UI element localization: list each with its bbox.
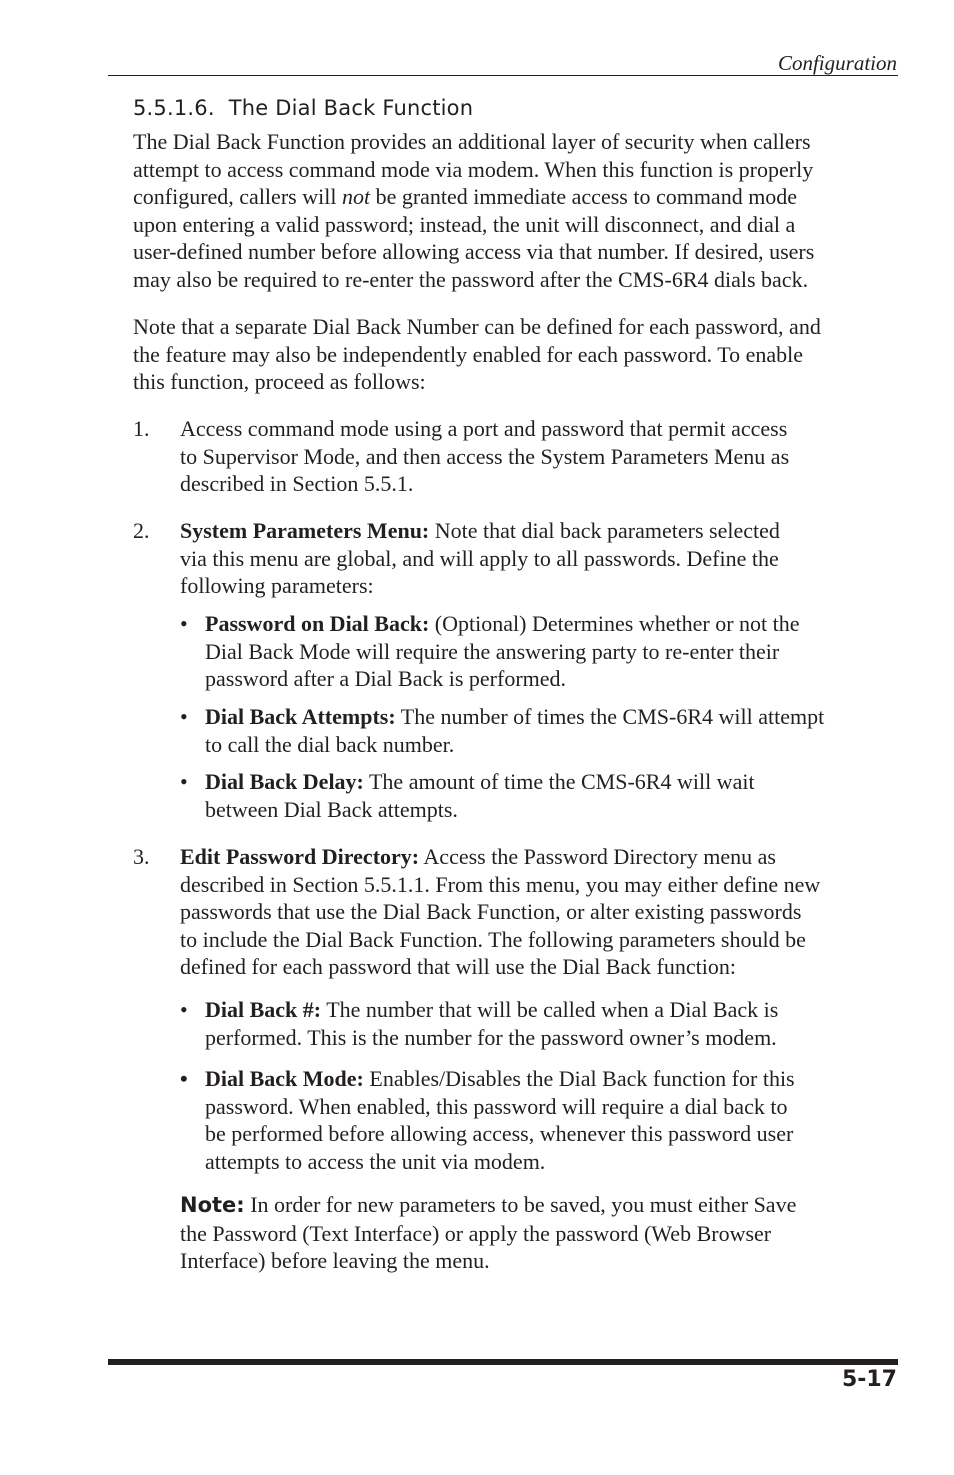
bullet-label: Password on Dial Back:	[205, 611, 430, 636]
intro-p1-emphasis: not	[341, 184, 371, 210]
bullet-label: Dial Back Mode:	[205, 1066, 364, 1091]
section-title: The Dial Back Function	[228, 96, 474, 120]
bullet-description: Enables/Disables the Dial Back function for this password. When enabled, this password will require a dial back to be performed before allowing access, whenever this password user attempts to access the unit via modem.	[205, 1066, 795, 1174]
bullet-label: Dial Back Delay:	[205, 769, 364, 794]
intro-p1-end: be granted immediate access to command mode upon entering a valid password; instead, the unit will disconnect, and dial a user-defined number before allowing access via that number. If desired, users may also be required to re-enter the password after the CMS-6R4 dials back.	[133, 184, 815, 292]
section-heading	[133, 94, 473, 122]
step-number: 2.	[133, 518, 150, 543]
bullet-text	[205, 703, 905, 758]
step-number: 3.	[133, 844, 150, 869]
step-label: System Parameters Menu:	[180, 518, 430, 543]
note-label: Note:	[180, 1193, 245, 1217]
note-block	[180, 1191, 900, 1275]
bullet-text	[205, 996, 905, 1051]
section-number: 5.5.1.6.	[133, 96, 215, 120]
bullet-text	[205, 610, 905, 693]
bullet-dot: •	[180, 997, 188, 1022]
step-text: Access command mode using a port and password that permit access to Supervisor Mode, and then access the System Parameters Menu as described in Section 5.5.1.	[180, 416, 790, 497]
note-text: In order for new parameters to be saved, you must either Save the Password (Text Interface) or apply the password (Web Browser Interface) before leaving the menu.	[180, 1192, 797, 1274]
step-text	[180, 843, 920, 981]
bullet-description: (Optional) Determines whether or not the Dial Back Mode will require the answering party to re-enter their password after a Dial Back is performed.	[205, 611, 800, 692]
bullet-label: Dial Back #:	[205, 997, 322, 1022]
intro-p1-start: The Dial Back Function provides an additional layer of security when callers attempt to access command mode via modem. When this function is properly configured, callers will	[133, 129, 814, 210]
step-description: Note that dial back parameters selected via this menu are global, and will apply to all passwords. Define the following parameters:	[180, 518, 780, 599]
header-rule	[108, 75, 898, 76]
step-description: Access the Password Directory menu as described in Section 5.5.1.1. From this menu, you may either define new passwords that use the Dial Back Function, or alter existing passwords to include the Dial Back Function. The following parameters should be defined for each password that will use the Dial Back function:	[180, 844, 821, 980]
running-header: Configuration	[777, 51, 897, 75]
footer-rule	[108, 1359, 898, 1365]
bullet-dot: •	[180, 704, 188, 729]
intro-paragraph-2: Note that a separate Dial Back Number can be defined for each password, and the feature may also be independently enabled for each password. To enable this function, proceed as follows:	[133, 314, 821, 395]
intro-paragraph-1	[133, 128, 913, 294]
step-text	[180, 517, 920, 600]
bullet-dot: •	[180, 1066, 188, 1091]
bullet-dot: •	[180, 769, 188, 794]
bullet-description: The number that will be called when a Dial Back is performed. This is the number for the password owner’s modem.	[205, 997, 779, 1050]
page-number: 5-17	[841, 1367, 897, 1392]
bullet-dot: •	[180, 611, 188, 636]
bullet-text	[205, 768, 905, 823]
bullet-label: Dial Back Attempts:	[205, 704, 396, 729]
bullet-text	[205, 1065, 905, 1175]
step-label: Edit Password Directory:	[180, 844, 420, 869]
bullet-description: The number of times the CMS-6R4 will attempt to call the dial back number.	[205, 704, 825, 757]
step-number: 1.	[133, 416, 150, 441]
bullet-description: The amount of time the CMS-6R4 will wait between Dial Back attempts.	[205, 769, 755, 822]
